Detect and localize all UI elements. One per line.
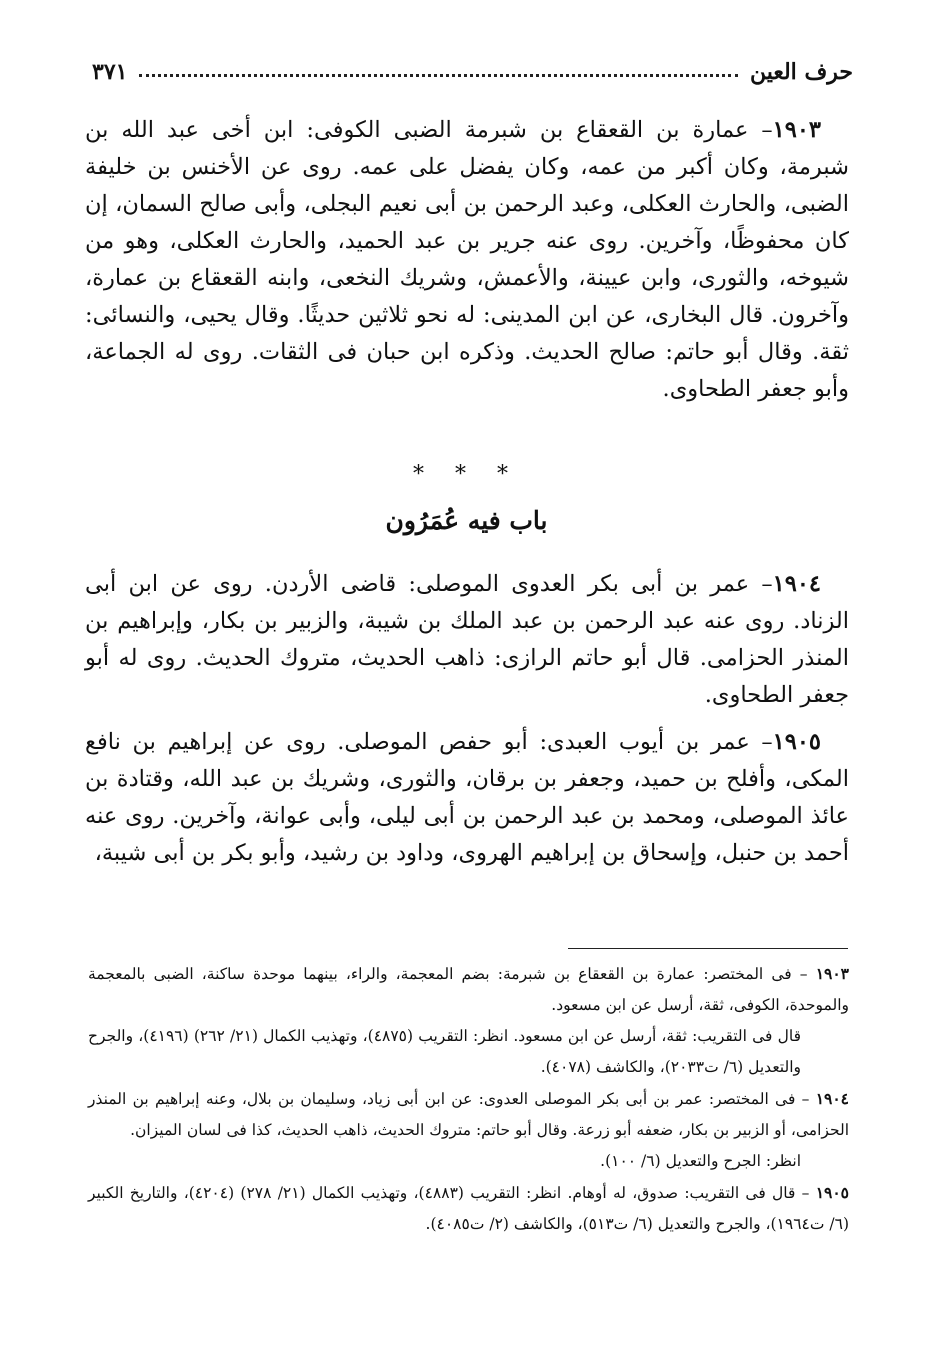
footnote-1903 [88,958,849,1021]
entry-number: ١٩٠٥ [772,729,821,755]
entry-1905 [85,724,849,872]
entry-1904 [85,566,849,714]
footnote-1905 [88,1177,849,1240]
entry-text: – عمر بن أبى بكر العدوى الموصلى: قاضى الأردن. روى عن ابن أبى الزناد. روى عنه عبد الرحمن بن عبد الملك بن شيبة، والزبير بن بكار، وإبراهيم بن المنذر الحزامى. قال أبو حاتم الرازى: ذاهب الحديث، متروك الحديث. روى له أبو جعفر الطحاوى. [85,571,849,708]
header-dot-leader [139,74,738,77]
footnote-1904 [88,1083,849,1146]
page-number: ٣٧١ [92,59,128,85]
footnote-number: ١٩٠٤ [815,1089,849,1108]
footnote-1904-references [88,1146,849,1177]
main-text-bottom [85,566,849,872]
footnote-text: – قال فى التقريب: صدوق، له أوهام. انظر: التقريب (٤٨٨٣)، وتهذيب الكمال (٢١/ ٢٧٨) (٤٢٠٤)، والتاريخ الكبير (٦/ ت١٩٦٤)، والجرح والتعديل (٦/ ت٥١٣)، والكاشف (٢/ ت٤٠٨٥). [88,1184,849,1233]
footnote-divider [568,948,848,949]
entry-1903 [85,112,849,408]
footnote-text: – فى المختصر: عمارة بن القعقاع بن شبرمة: بضم المعجمة، والراء، بينهما موحدة ساكنة، الضبى بالمعجمة والموحدة، الكوفى، ثقة، أرسل عن ابن مسعود. [88,965,849,1014]
section-heading: باب فيه عُمَرُون [385,506,548,535]
footnotes [88,958,849,1240]
footnote-number: ١٩٠٥ [815,1183,849,1202]
footnote-number: ١٩٠٣ [815,964,849,983]
entry-number: ١٩٠٣ [772,117,821,143]
running-title: حرف العين [749,59,853,85]
entry-text: – عمر بن أيوب العبدى: أبو حفص الموصلى. روى عن إبراهيم بن نافع المكى، وأفلح بن حميد، وجعفر بن برقان، والثورى، وشريك بن عبد الله، وقتادة بن عائذ الموصلى، ومحمد بن عبد الرحمن بن أبى ليلى، وأبى عوانة، وآخرين. روى عنه أحمد بن حنبل، وإسحاق بن إبراهيم الهروى، وداود بن رشيد، وأبو بكر بن أبى شيبة، [85,729,849,866]
main-text-top [85,112,849,408]
section-ornament: * * * [413,462,520,487]
entry-number: ١٩٠٤ [772,571,821,597]
footnote-text: قال فى التقريب: ثقة، أرسل عن ابن مسعود. انظر: التقريب (٤٨٧٥)، وتهذيب الكمال (٢١/ ٢٦٢) (٤١٩٦)، والجرح والتعديل (٦/ ت٢٠٣٣)، والكاشف (٤٠٧٨). [88,1027,801,1076]
footnote-text: – فى المختصر: عمر بن أبى بكر الموصلى العدوى: عن ابن أبى زياد، وسليمان بن بلال، وعنه إبراهيم بن المنذر الحزامى، أو الزبير بن بكار، ضعفه أبو زرعة. وقال أبو حاتم: متروك الحديث، ذاهب الحديث، كذا فى لسان الميزان. [88,1090,849,1139]
page-header [92,52,853,92]
footnote-text: انظر: الجرح والتعديل (٦/ ١٠٠). [600,1152,801,1170]
entry-text: – عمارة بن القعقاع بن شبرمة الضبى الكوفى: ابن أخى عبد الله بن شبرمة، وكان أكبر من عمه، وكان يفضل على عمه. روى عن الأخنس بن خليفة الضبى، والحارث العكلى، وعبد الرحمن بن أبى نعيم البجلى، وأبى صالح السمان، إن كان محفوظًا، وآخرين. روى عنه جرير بن عبد الحميد، والحارث العكلى، وهو من شيوخه، والثورى، وابن عيينة، والأعمش، وشريك النخعى، وابنه القعقاع بن عمارة، وآخرون. قال البخارى، عن ابن المدينى: له نحو ثلاثين حديثًا. وقال يحيى، والنسائى: ثقة. وقال أبو حاتم: صالح الحديث. وذكره ابن حبان فى الثقات. روى له الجماعة، وأبو جعفر الطحاوى. [85,117,849,402]
footnote-1903-references [88,1021,849,1083]
